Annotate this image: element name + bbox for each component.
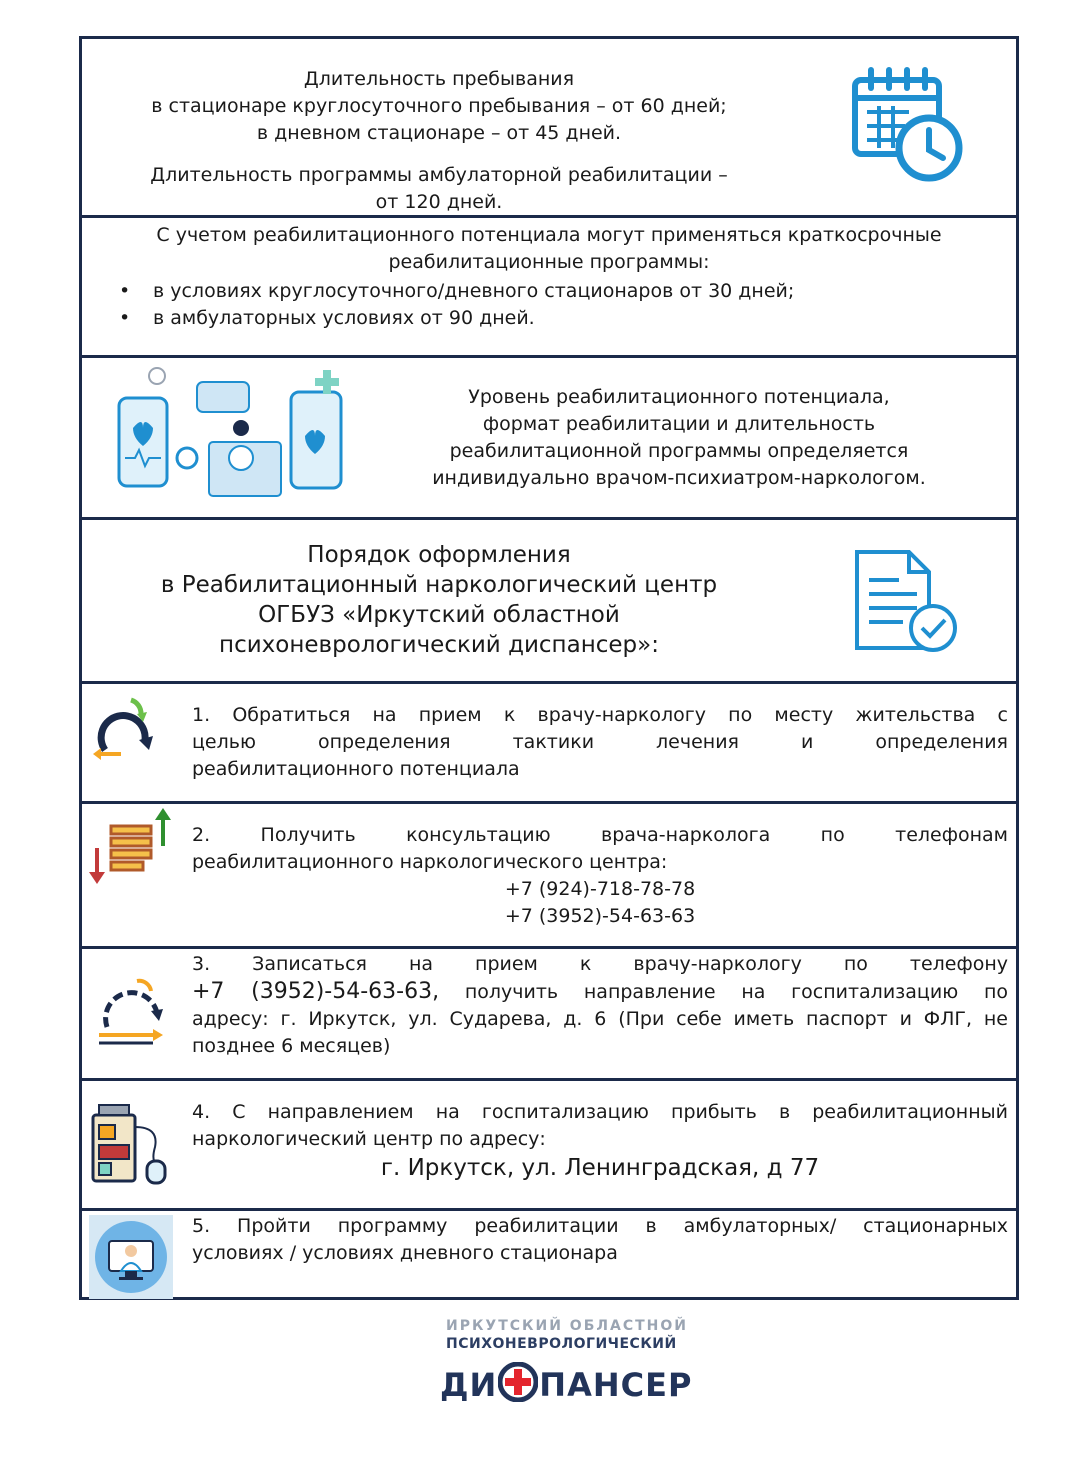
computer-workflow-icon — [89, 1103, 169, 1185]
duration-outpatient: Длительность программы амбулаторной реабилитации – — [150, 164, 728, 186]
step-4-section — [79, 1081, 1019, 1211]
step-4-line-2: наркологический центр по адресу: — [192, 1128, 546, 1150]
step-5-line-1: 5. Пройти программу реабилитации в амбулаторных/ стационарных — [192, 1215, 1008, 1237]
step-4-address: г. Иркутск, ул. Ленинградская, д 77 — [380, 1155, 820, 1181]
step-1-section — [79, 684, 1019, 804]
step-4-line-1: 4. С направлением на госпитализацию прибыть в реабилитационный — [192, 1101, 1008, 1123]
step-3-phone: +7 (3952)-54-63-63, — [192, 979, 440, 1004]
list-item: • в условиях круглосуточного/дневного стационаров от 30 дней; — [119, 278, 794, 305]
step-1-line-3: реабилитационного потенциала — [192, 758, 520, 780]
online-doctor-icon — [89, 1215, 173, 1299]
step-3-line-3: адресу: г. Иркутск, ул. Сударева, д. 6 (При себе иметь паспорт и ФЛГ, не — [192, 1008, 1008, 1030]
level-section — [79, 358, 1019, 520]
procedure-title: Порядок оформления — [307, 542, 571, 568]
sort-arrows-icon — [85, 808, 175, 888]
list-item: • в амбулаторных условиях от 90 дней. — [119, 305, 794, 332]
step-1-line-1: 1. Обратиться на прием к врачу-наркологу по месту жительства с — [192, 704, 1008, 726]
short-programs-list — [119, 278, 794, 332]
calendar-clock-icon — [849, 64, 969, 184]
dispensary-logo — [440, 1318, 720, 1408]
step-5-section — [79, 1211, 1019, 1300]
red-cross-icon — [498, 1362, 538, 1402]
loop-process-icon — [93, 971, 173, 1051]
procedure-org-2: психоневрологический диспансер»: — [219, 632, 659, 658]
duration-title: Длительность пребывания — [303, 68, 575, 90]
step-3-section — [79, 949, 1019, 1081]
procedure-org: ОГБУЗ «Иркутский областной — [258, 602, 620, 628]
step-3-line-2: получить направление на госпитализацию по — [439, 981, 1008, 1003]
short-programs-intro-2: реабилитационные программы: — [388, 251, 710, 273]
logo-word-left: ДИ — [440, 1366, 498, 1404]
logo-line-1: ИРКУТСКИЙ ОБЛАСТНОЙ — [446, 1318, 688, 1334]
duration-inpatient: в стационаре круглосуточного пребывания – от 60 дней; — [151, 95, 727, 117]
logo-wordmark — [440, 1362, 692, 1404]
procedure-section — [79, 520, 1019, 684]
level-line-4: индивидуально врачом-психиатром-наркологом. — [432, 467, 926, 489]
step-3-line-4: позднее 6 месяцев) — [192, 1035, 391, 1057]
phone-number-1: +7 (924)-718-78-78 — [504, 878, 696, 900]
cycle-arrows-icon — [91, 696, 161, 766]
document-check-icon — [851, 548, 961, 658]
duration-daycare: в дневном стационаре – от 45 дней. — [256, 122, 622, 144]
logo-word-right: ПАНСЕР — [539, 1366, 693, 1404]
step-5-line-2: условиях / условиях дневного стационара — [192, 1242, 618, 1264]
phone-number-2: +7 (3952)-54-63-63 — [504, 905, 696, 927]
level-line-1: Уровень реабилитационного потенциала, — [468, 386, 890, 408]
level-line-2: формат реабилитации и длительность — [482, 413, 876, 435]
procedure-center: в Реабилитационный наркологический центр — [160, 572, 718, 598]
logo-line-2: ПСИХОНЕВРОЛОГИЧЕСКИЙ — [446, 1336, 677, 1352]
duration-outpatient-days: от 120 дней. — [375, 191, 503, 213]
step-1-line-2: целью определения тактики лечения и определения — [192, 731, 1008, 753]
step-2-line-2: реабилитационного наркологического центра: — [192, 851, 668, 873]
duration-section — [79, 36, 1019, 218]
step-2-line-1: 2. Получить консультацию врача-нарколога по телефонам — [192, 824, 1008, 846]
level-line-3: реабилитационной программы определяется — [449, 440, 909, 462]
step-2-section — [79, 804, 1019, 949]
short-programs-section — [79, 218, 1019, 358]
step-3-line-1: 3. Записаться на прием к врачу-наркологу по телефону — [192, 953, 1008, 975]
telemedicine-illustration-icon — [99, 362, 349, 512]
short-programs-intro: С учетом реабилитационного потенциала могут применяться краткосрочные — [156, 224, 942, 246]
